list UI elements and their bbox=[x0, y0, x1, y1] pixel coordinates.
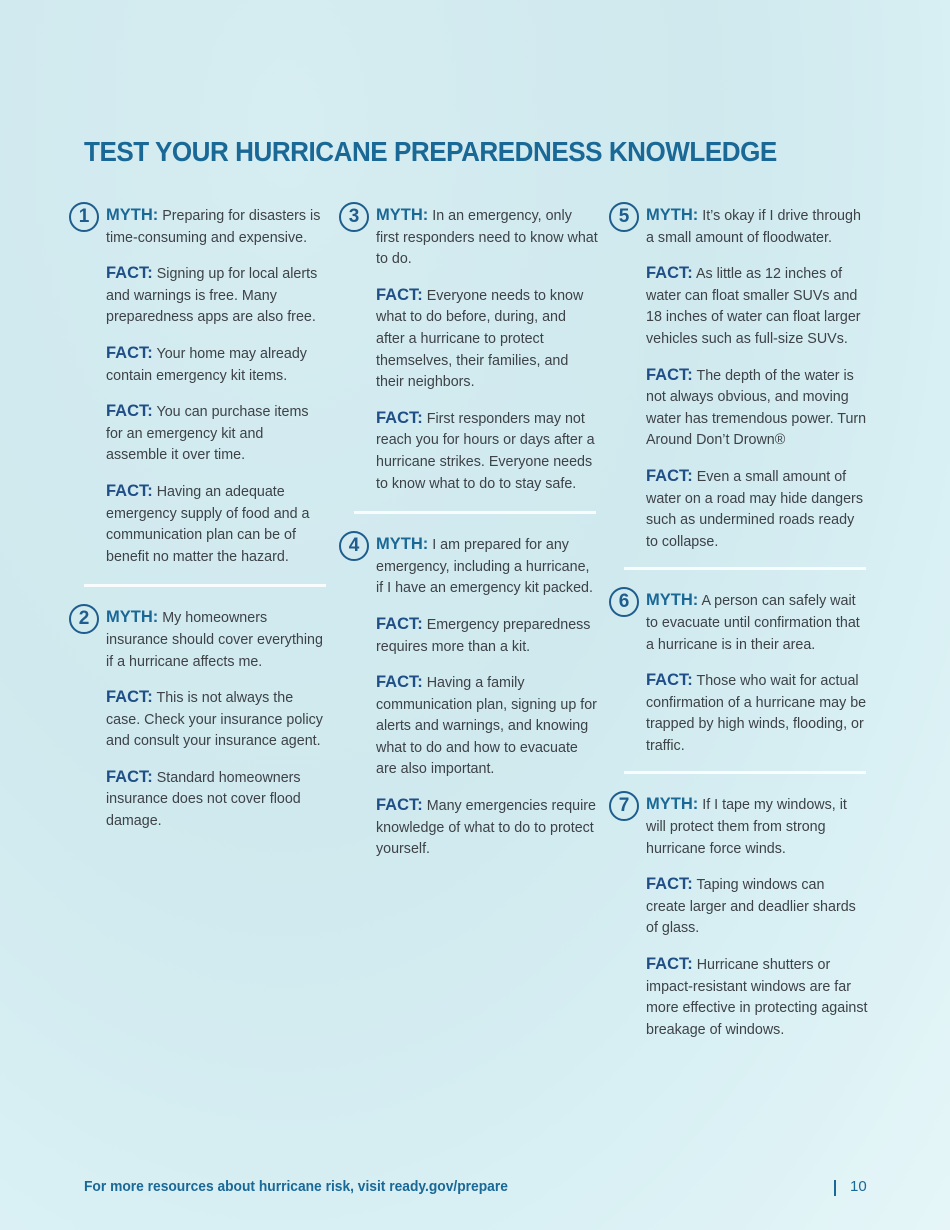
fact-statement: Having a family communication plan, signing up for alerts and warnings, and knowing what to do and how to evacuate are also important. bbox=[376, 675, 597, 778]
fact-text bbox=[106, 401, 328, 467]
myth-item-4 bbox=[348, 534, 598, 861]
item-number-badge: 4 bbox=[339, 531, 369, 561]
item-number-badge: 6 bbox=[609, 587, 639, 617]
fact-label: FACT: bbox=[646, 264, 693, 283]
page-title: TEST YOUR HURRICANE PREPAREDNESS KNOWLEDGE bbox=[84, 136, 777, 167]
fact-label: FACT: bbox=[646, 875, 693, 894]
item-number-badge: 3 bbox=[339, 202, 369, 232]
fact-text bbox=[376, 795, 598, 861]
myth-statement: My homeowners insurance should cover everything if a hurricane affects me. bbox=[106, 610, 323, 670]
fact-statement: Signing up for local alerts and warnings is free. Many preparedness apps are also free. bbox=[106, 266, 318, 326]
column-3 bbox=[618, 205, 868, 1055]
fact-label: FACT: bbox=[376, 408, 423, 427]
fact-label: FACT: bbox=[106, 767, 153, 786]
myth-statement: Preparing for disasters is time-consuming and expensive. bbox=[106, 208, 321, 246]
fact-text bbox=[646, 874, 868, 940]
item-number-badge: 5 bbox=[609, 202, 639, 232]
fact-label: FACT: bbox=[106, 264, 153, 283]
fact-text bbox=[376, 285, 598, 394]
column-2 bbox=[348, 205, 598, 875]
footer-resources-link[interactable]: For more resources about hurricane risk, visit ready.gov/prepare bbox=[84, 1178, 508, 1195]
fact-text bbox=[106, 767, 328, 833]
fact-label: FACT: bbox=[646, 671, 693, 690]
fact-label: FACT: bbox=[106, 402, 153, 421]
fact-label: FACT: bbox=[376, 285, 423, 304]
myth-item-2 bbox=[78, 607, 328, 832]
myth-statement: A person can safely wait to evacuate until confirmation that a hurricane is in their area. bbox=[646, 593, 860, 653]
fact-text bbox=[646, 263, 868, 350]
myth-statement: It’s okay if I drive through a small amount of floodwater. bbox=[646, 208, 861, 246]
fact-label: FACT: bbox=[376, 796, 423, 815]
fact-text bbox=[106, 687, 328, 753]
fact-text bbox=[646, 954, 868, 1041]
myth-text bbox=[376, 205, 598, 271]
fact-statement: Having an adequate emergency supply of food and a communication plan can be of benefit no matter the hazard. bbox=[106, 483, 310, 565]
page-number: 10 bbox=[850, 1178, 867, 1195]
fact-label: FACT: bbox=[646, 466, 693, 485]
myth-text bbox=[646, 590, 868, 656]
fact-text bbox=[646, 365, 868, 452]
fact-text bbox=[106, 481, 328, 568]
myth-statement: If I tape my windows, it will protect them from strong hurricane force winds. bbox=[646, 797, 847, 857]
myth-text bbox=[646, 205, 868, 249]
fact-statement: This is not always the case. Check your insurance policy and consult your insurance agent. bbox=[106, 690, 323, 750]
myth-statement: In an emergency, only first responders need to know what to do. bbox=[376, 208, 598, 268]
column-1 bbox=[78, 205, 328, 847]
item-number-badge: 1 bbox=[69, 202, 99, 232]
myth-item-7 bbox=[618, 794, 868, 1041]
myth-text bbox=[646, 794, 868, 860]
fact-statement: Many emergencies require knowledge of what to do to protect yourself. bbox=[376, 798, 596, 858]
fact-label: FACT: bbox=[376, 614, 423, 633]
fact-statement: Your home may already contain emergency kit items. bbox=[106, 345, 307, 384]
myth-item-1 bbox=[78, 205, 328, 568]
fact-label: FACT: bbox=[376, 673, 423, 692]
myth-label: MYTH: bbox=[646, 591, 699, 610]
fact-text bbox=[376, 408, 598, 495]
section-divider bbox=[624, 771, 866, 774]
fact-label: FACT: bbox=[646, 955, 693, 974]
section-divider bbox=[84, 584, 326, 587]
item-number-badge: 2 bbox=[69, 604, 99, 634]
myth-text bbox=[106, 607, 328, 673]
section-divider bbox=[354, 511, 596, 514]
fact-label: FACT: bbox=[106, 688, 153, 707]
fact-text bbox=[646, 670, 868, 757]
fact-statement: Even a small amount of water on a road may hide dangers such as undermined roads ready to collapse. bbox=[646, 468, 863, 550]
myth-label: MYTH: bbox=[106, 608, 159, 627]
myth-label: MYTH: bbox=[106, 206, 159, 224]
myth-text bbox=[106, 205, 328, 249]
fact-statement: Those who wait for actual confirmation of a hurricane may be trapped by high winds, flooding, or traffic. bbox=[646, 673, 867, 754]
fact-text bbox=[646, 466, 868, 553]
fact-text bbox=[376, 672, 598, 781]
fact-label: FACT: bbox=[646, 365, 693, 384]
fact-text bbox=[376, 614, 598, 658]
myth-label: MYTH: bbox=[376, 206, 429, 224]
section-divider bbox=[624, 567, 866, 570]
myth-statement: I am prepared for any emergency, including a hurricane, if I have an emergency kit packed. bbox=[376, 537, 593, 597]
fact-statement: Hurricane shutters or impact-resistant windows are far more effective in protecting against breakage of windows. bbox=[646, 957, 868, 1038]
fact-statement: Emergency preparedness requires more than a kit. bbox=[376, 616, 591, 655]
myth-item-6 bbox=[618, 590, 868, 757]
fact-statement: Everyone needs to know what to do before, during, and after a hurricane to protect themselves, their families, and their neighbors. bbox=[376, 287, 584, 391]
fact-text bbox=[106, 343, 328, 387]
fact-statement: First responders may not reach you for hours or days after a hurricane strikes. Everyone needs to know what to do to stay safe. bbox=[376, 410, 595, 492]
myth-label: MYTH: bbox=[376, 535, 429, 554]
myth-item-3 bbox=[348, 205, 598, 495]
fact-label: FACT: bbox=[106, 343, 153, 362]
fact-statement: As little as 12 inches of water can float smaller SUVs and 18 inches of water can float larger vehicles such as full-size SUVs. bbox=[646, 266, 861, 347]
fact-text bbox=[106, 263, 328, 329]
myth-label: MYTH: bbox=[646, 206, 699, 224]
myth-item-5 bbox=[618, 205, 868, 553]
fact-label: FACT: bbox=[106, 481, 153, 500]
fact-statement: You can purchase items for an emergency kit and assemble it over time. bbox=[106, 404, 309, 464]
myth-text bbox=[376, 534, 598, 600]
page-number-divider bbox=[834, 1180, 836, 1196]
fact-statement: The depth of the water is not always obvious, and moving water has tremendous power. Turn Around Don’t Drown® bbox=[646, 367, 867, 449]
fact-statement: Taping windows can create larger and deadlier shards of glass. bbox=[646, 877, 856, 937]
item-number-badge: 7 bbox=[609, 791, 639, 821]
fact-statement: Standard homeowners insurance does not cover flood damage. bbox=[106, 769, 301, 830]
myth-label: MYTH: bbox=[646, 795, 699, 814]
